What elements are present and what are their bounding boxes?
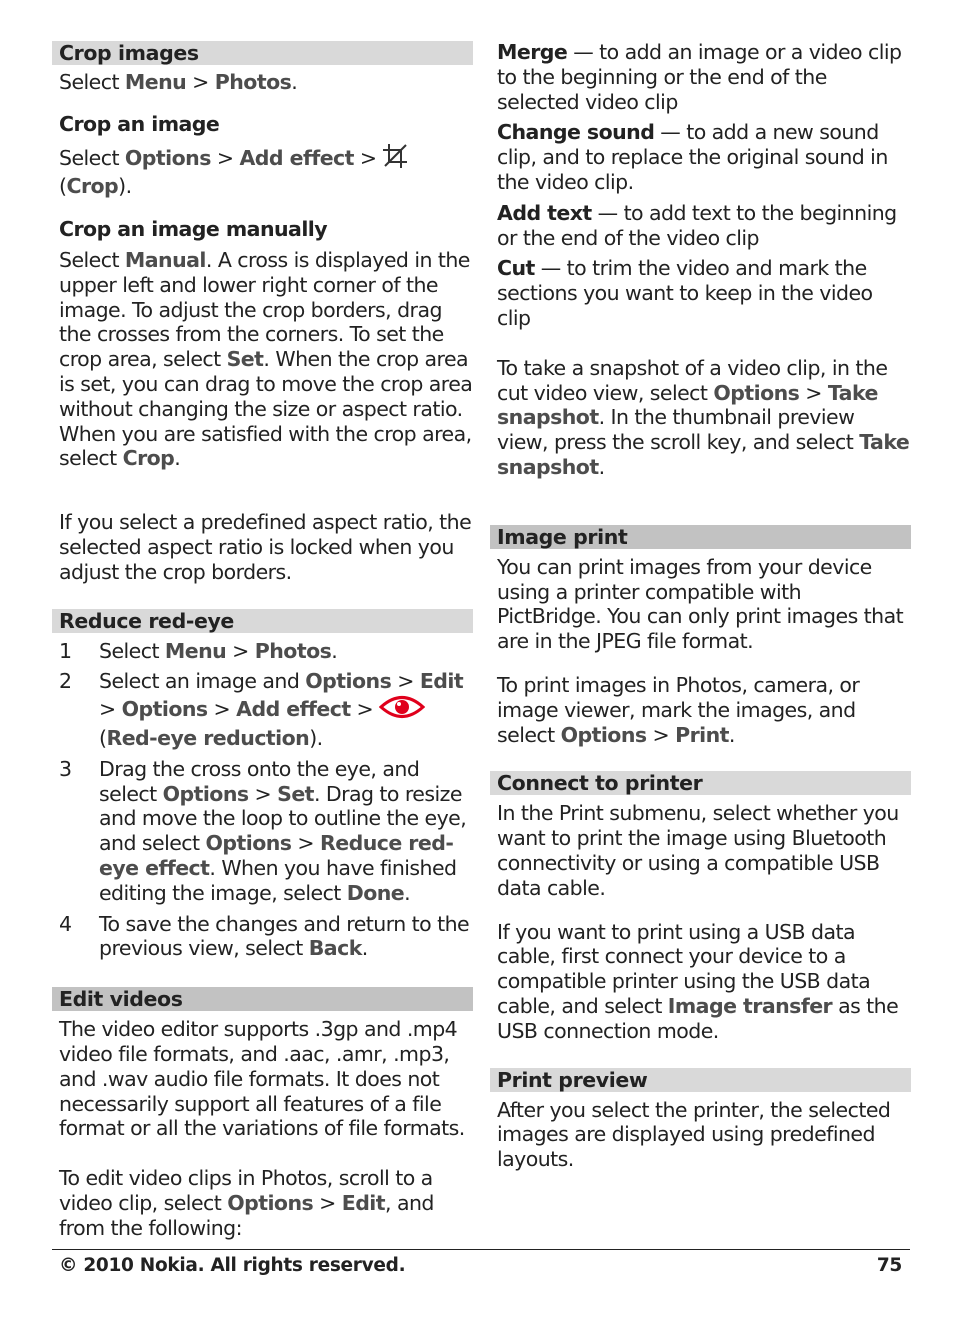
- connect-printer-paragraph: In the Print submenu, select whether you want to print the image using Bluetooth connectivity or using a compatible USB data cable.: [497, 801, 899, 900]
- print-preview-paragraph: After you select the printer, the selected images are displayed using predefined layouts.: [497, 1097, 891, 1172]
- image-print-paragraph: You can print images from your device using a printer compatible with PictBridge. You can only print images that are in the JPEG file format.: [497, 554, 904, 654]
- crop-images-instruction: Select Menu > Photos.: [59, 70, 298, 94]
- menu-label: Menu: [124, 70, 187, 94]
- crop-icon: [382, 143, 408, 175]
- change-sound-definition: Change sound — to add a new sound clip, and to replace the original sound in the video clip.: [497, 120, 888, 194]
- heading-reduce-red-eye: Reduce red-eye: [52, 609, 473, 633]
- add-text-definition: Add text — to add text to the beginning or the end of the video clip: [497, 200, 897, 250]
- heading-image-print: Image print: [490, 525, 911, 549]
- image-print-instruction: To print images in Photos, camera, or image viewer, mark the images, and select Options > Print.: [497, 672, 860, 747]
- page-number: 75: [876, 1255, 902, 1276]
- crop-manually-paragraph: Select Manual. A cross is displayed in the upper left and lower right corner of the image. To adjust the crop borders, drag the crosses from the corners. To set the crop area, select Set. When the crop area is set, you can drag to move the crop area without changing the size or aspect ratio. When you are satisfied with the crop area, select Crop.: [59, 247, 473, 471]
- copyright-text: © 2010 Nokia. All rights reserved.: [59, 1255, 406, 1276]
- aspect-ratio-paragraph: If you select a predefined aspect ratio, the selected aspect ratio is locked when you adjust the crop borders.: [59, 510, 472, 584]
- cut-definition: Cut — to trim the video and mark the sections you want to keep in the video clip: [497, 256, 873, 330]
- edit-videos-instruction: To edit video clips in Photos, scroll to a video clip, select Options > Edit, and from the following:: [59, 1166, 434, 1240]
- heading-edit-videos: Edit videos: [52, 987, 473, 1011]
- left-column: [52, 40, 473, 1240]
- list-item: 3 Drag the cross onto the eye, and select Options > Set. Drag to resize and move the loop to outline the eye, and select Options > Reduce red-eye effect. When you have finished editing the image, select Done.: [59, 756, 467, 905]
- heading-crop-images: Crop images: [52, 41, 473, 65]
- edit-videos-paragraph: The video editor supports .3gp and .mp4 video file formats, and .aac, .amr, .mp3, and .wav audio file formats. It does not necessarily support all features of a file format or all the variations of file formats.: [59, 1017, 465, 1141]
- crop-an-image-instruction: Select Options > Add effect > (Crop).: [52, 143, 473, 200]
- red-eye-icon: [379, 694, 425, 726]
- heading-connect-to-printer: Connect to printer: [490, 771, 911, 795]
- heading-print-preview: Print preview: [490, 1068, 911, 1092]
- photos-label: Photos: [214, 70, 292, 94]
- snapshot-paragraph: To take a snapshot of a video clip, in the cut video view, select Options > Take snapshot. In the thumbnail preview view, press the scroll key, and select Take snapshot.: [497, 355, 910, 479]
- subheading-crop-an-image: Crop an image: [59, 111, 220, 136]
- merge-definition: Merge — to add an image or a video clip to the beginning or the end of the selected video clip: [497, 40, 902, 114]
- list-item: 2 Select an image and Options > Edit > Options > Add effect > (Red-eye reduction).: [59, 669, 464, 750]
- subheading-crop-manually: Crop an image manually: [59, 217, 328, 242]
- list-item: 1 Select Menu > Photos.: [59, 638, 338, 663]
- list-item: 4 To save the changes and return to the previous view, select Back.: [59, 911, 470, 961]
- page-footer: [52, 1249, 910, 1276]
- usb-print-paragraph: If you want to print using a USB data cable, first connect your device to a compatible printer using the USB data cable, and select Image transfer as the USB connection mode.: [497, 919, 899, 1043]
- right-column: [490, 40, 911, 1172]
